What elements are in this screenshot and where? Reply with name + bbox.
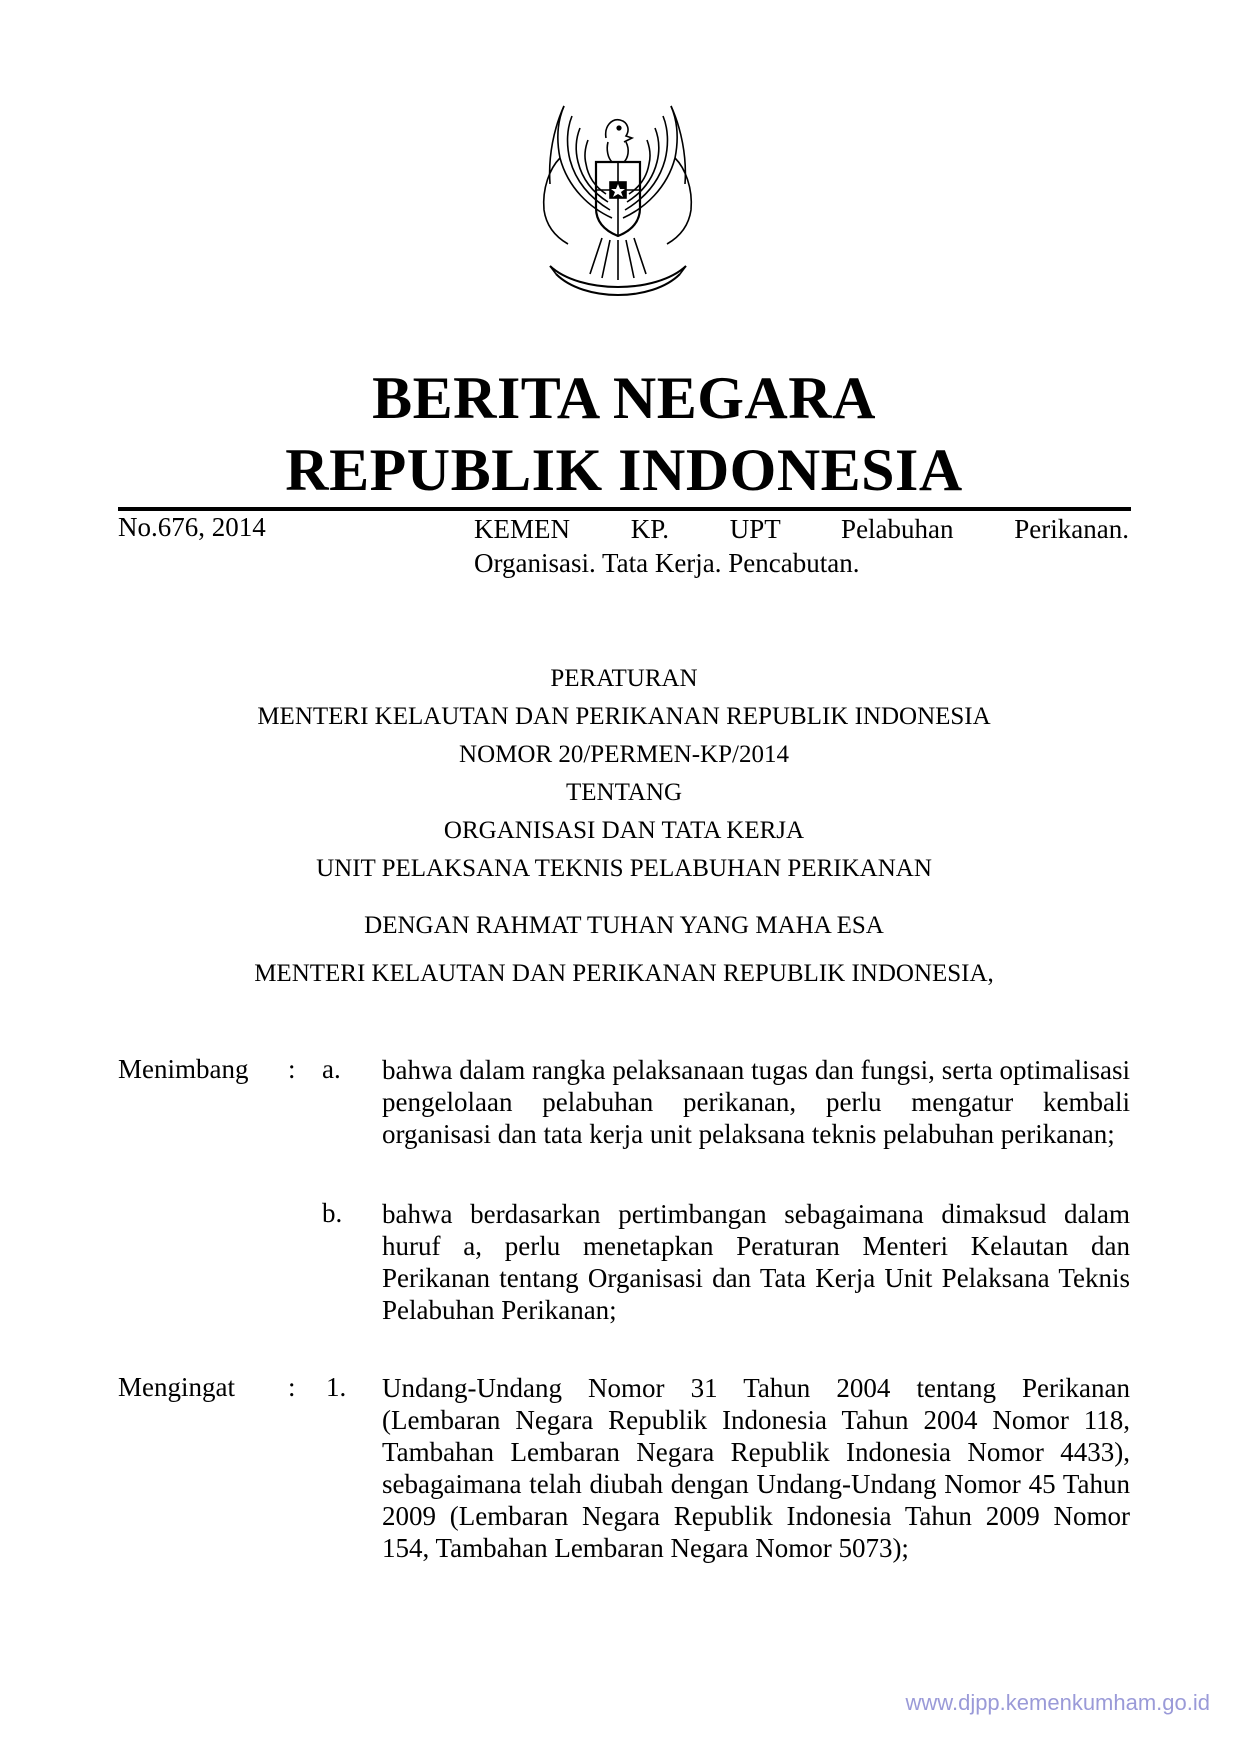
menimbang-marker-b: b. (322, 1198, 343, 1228)
menimbang-text-a: bahwa dalam rangka pelaksanaan tugas dan fungsi, serta optimalisasi pengelolaan pelabuhan perikanan, perlu mengatur kembali organisasi dan tata kerja unit pelaksana teknis pelabuhan perikanan; (382, 1055, 1130, 1149)
intro-line-2: MENTERI KELAUTAN DAN PERIKANAN REPUBLIK INDONESIA, (254, 960, 994, 987)
mengingat-label: Mengingat (118, 1372, 235, 1402)
mengingat-text-1: Undang-Undang Nomor 31 Tahun 2004 tentang Perikanan (Lembaran Negara Republik Indonesia Tahun 2004 Nomor 118, Tambahan Lembaran Negara Republik Indonesia Nomor 4433), sebagaimana telah diubah dengan Undang-Undang Nomor 45 Tahun 2009 (Lembaran Negara Republik Indonesia Tahun 2009 Nomor 154, Tambahan Lembaran Negara Nomor 5073); (382, 1373, 1130, 1563)
title-line-4: TENTANG (565, 779, 683, 806)
masthead-divider (118, 507, 1131, 511)
intro-line-1: DENGAN RAHMAT TUHAN YANG MAHA ESA (364, 912, 884, 939)
mengingat-colon: : (288, 1372, 296, 1402)
issue-subject-line-2: Organisasi. Tata Kerja. Pencabutan. (474, 548, 860, 578)
issue-subject-line-1: KEMEN KP. UPT Pelabuhan Perikanan. (474, 514, 1129, 544)
menimbang-marker-a: a. (322, 1054, 341, 1084)
masthead-line-2: REPUBLIK INDONESIA (285, 437, 963, 503)
title-line-5: ORGANISASI DAN TATA KERJA (443, 817, 805, 844)
mengingat-marker-1: 1. (326, 1372, 347, 1402)
issue-number: No.676, 2014 (118, 512, 266, 542)
regulation-title (118, 660, 1130, 888)
issue-subject (474, 512, 1129, 580)
garuda-emblem-icon (520, 98, 715, 308)
masthead-line-1: BERITA NEGARA (372, 365, 876, 431)
menimbang-text-b: bahwa berdasarkan pertimbangan sebagaimana dimaksud dalam huruf a, perlu menetapkan Peraturan Menteri Kelautan dan Perikanan tentang Organisasi dan Tata Kerja Unit Pelaksana Teknis Pelabuhan Perikanan; (382, 1199, 1130, 1325)
title-line-2: MENTERI KELAUTAN DAN PERIKANAN REPUBLIK INDONESIA (257, 703, 991, 730)
footer-website-link[interactable]: www.djpp.kemenkumham.go.id (905, 1690, 1210, 1715)
title-line-1: PERATURAN (550, 665, 698, 692)
menimbang-label: Menimbang (118, 1054, 249, 1084)
title-line-6: UNIT PELAKSANA TEKNIS PELABUHAN PERIKANAN (316, 855, 932, 882)
title-line-3: NOMOR 20/PERMEN-KP/2014 (459, 741, 789, 768)
menimbang-colon: : (288, 1054, 296, 1084)
